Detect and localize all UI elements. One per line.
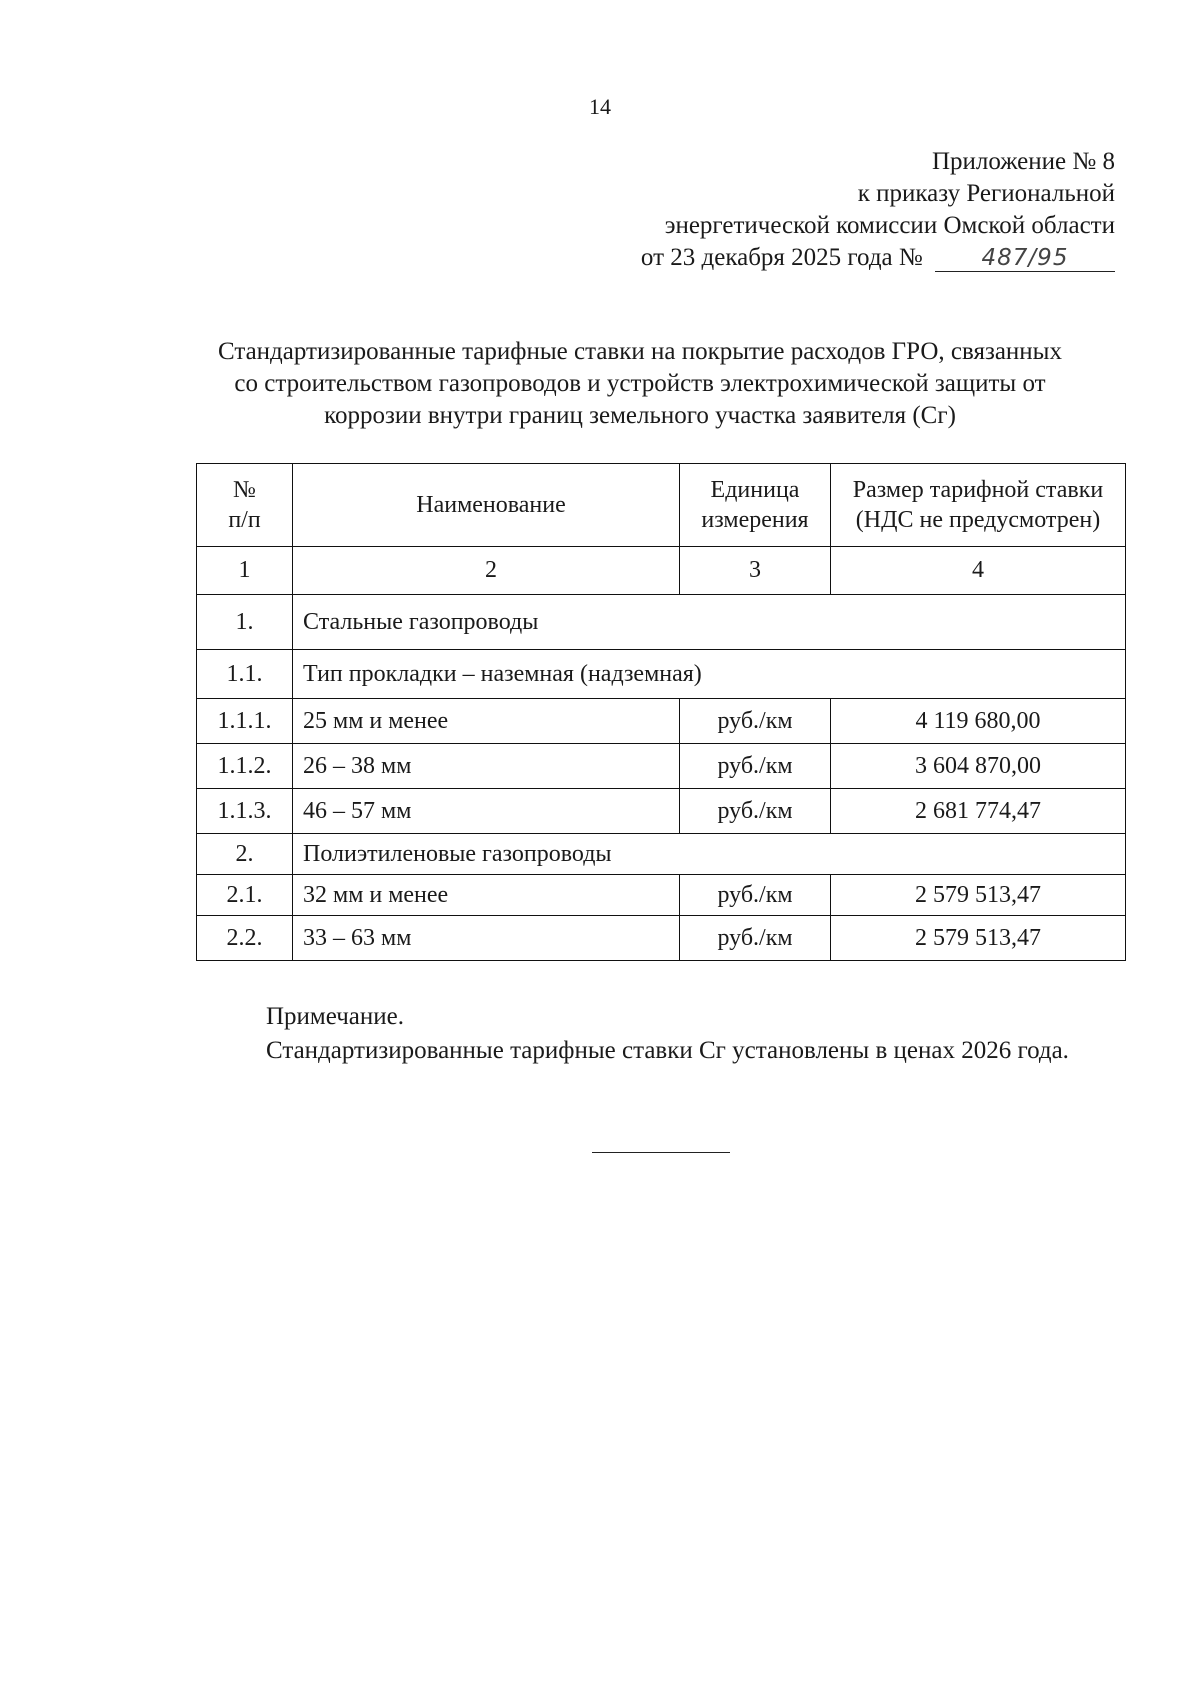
row-value: 3 604 870,00: [831, 744, 1126, 789]
table-row: [197, 650, 1126, 699]
row-unit: руб./км: [680, 916, 831, 961]
column-index: 3: [680, 547, 831, 595]
title-line-3: коррозии внутри границ земельного участка заявителя (Сг): [324, 402, 956, 429]
row-unit: руб./км: [680, 789, 831, 834]
row-unit: руб./км: [680, 699, 831, 744]
row-value: 2 579 513,47: [831, 875, 1126, 916]
end-of-document-rule: [592, 1152, 730, 1153]
appendix-commission: энергетической комиссии Омской области: [664, 212, 1115, 239]
title-line-1: Стандартизированные тарифные ставки на покрытие расходов ГРО, связанных: [218, 338, 1062, 365]
header-value-line-1: Размер тарифной ставки: [852, 477, 1104, 503]
header-value-line-2: (НДС не предусмотрен): [855, 507, 1101, 533]
row-num: 1.1.2.: [197, 744, 293, 789]
row-name: 32 мм и менее: [293, 875, 680, 916]
row-name: 33 – 63 мм: [293, 916, 680, 961]
column-index: 2: [293, 547, 680, 595]
column-index-row: [197, 547, 1126, 595]
column-index: 1: [197, 547, 293, 595]
column-index: 4: [831, 547, 1126, 595]
row-value: 4 119 680,00: [831, 699, 1126, 744]
appendix-date-line: [555, 242, 1115, 274]
table-row: [197, 595, 1126, 650]
row-name: 25 мм и менее: [293, 699, 680, 744]
page-number: 14: [589, 94, 611, 119]
table-row: [197, 699, 1126, 744]
appendix-title: Приложение № 8: [931, 148, 1115, 175]
row-num: 1.1.: [197, 650, 293, 699]
header-value: [831, 464, 1126, 547]
row-name: 26 – 38 мм: [293, 744, 680, 789]
header-unit-line-1: Единица: [710, 477, 800, 503]
note-block: [196, 1000, 1126, 1068]
appendix-order-ref: к приказу Региональной: [857, 180, 1115, 207]
row-value: 2 681 774,47: [831, 789, 1126, 834]
header-num-line-1: №: [233, 477, 256, 503]
table-row: [197, 744, 1126, 789]
table-row: [197, 875, 1126, 916]
tariff-table: [196, 463, 1126, 961]
appendix-date: от 23 декабря 2025 года №: [640, 244, 923, 271]
note-title: Примечание.: [266, 1003, 405, 1030]
row-name: 46 – 57 мм: [293, 789, 680, 834]
header-unit: [680, 464, 831, 547]
section-name: Стальные газопроводы: [293, 595, 1126, 650]
row-unit: руб./км: [680, 875, 831, 916]
document-title: [150, 336, 1130, 432]
header-num-line-2: п/п: [228, 507, 261, 533]
note-text: Стандартизированные тарифные ставки Сг установлены в ценах 2026 года.: [266, 1037, 1069, 1064]
table-row: [197, 916, 1126, 961]
appendix-header: [555, 146, 1115, 274]
table-row: [197, 789, 1126, 834]
title-line-2: со строительством газопроводов и устройств электрохимической защиты от: [234, 370, 1046, 397]
row-num: 2.: [197, 834, 293, 875]
table-header-row: [197, 464, 1126, 547]
row-num: 1.1.1.: [197, 699, 293, 744]
header-unit-line-2: измерения: [701, 507, 809, 533]
row-unit: руб./км: [680, 744, 831, 789]
header-num: [197, 464, 293, 547]
table-row: [197, 834, 1126, 875]
header-name: Наименование: [293, 464, 680, 547]
section-name: Тип прокладки – наземная (надземная): [293, 650, 1126, 699]
row-num: 1.: [197, 595, 293, 650]
handwritten-order-number: 487/95: [935, 245, 1115, 272]
section-name: Полиэтиленовые газопроводы: [293, 834, 1126, 875]
row-num: 2.2.: [197, 916, 293, 961]
row-value: 2 579 513,47: [831, 916, 1126, 961]
row-num: 1.1.3.: [197, 789, 293, 834]
row-num: 2.1.: [197, 875, 293, 916]
